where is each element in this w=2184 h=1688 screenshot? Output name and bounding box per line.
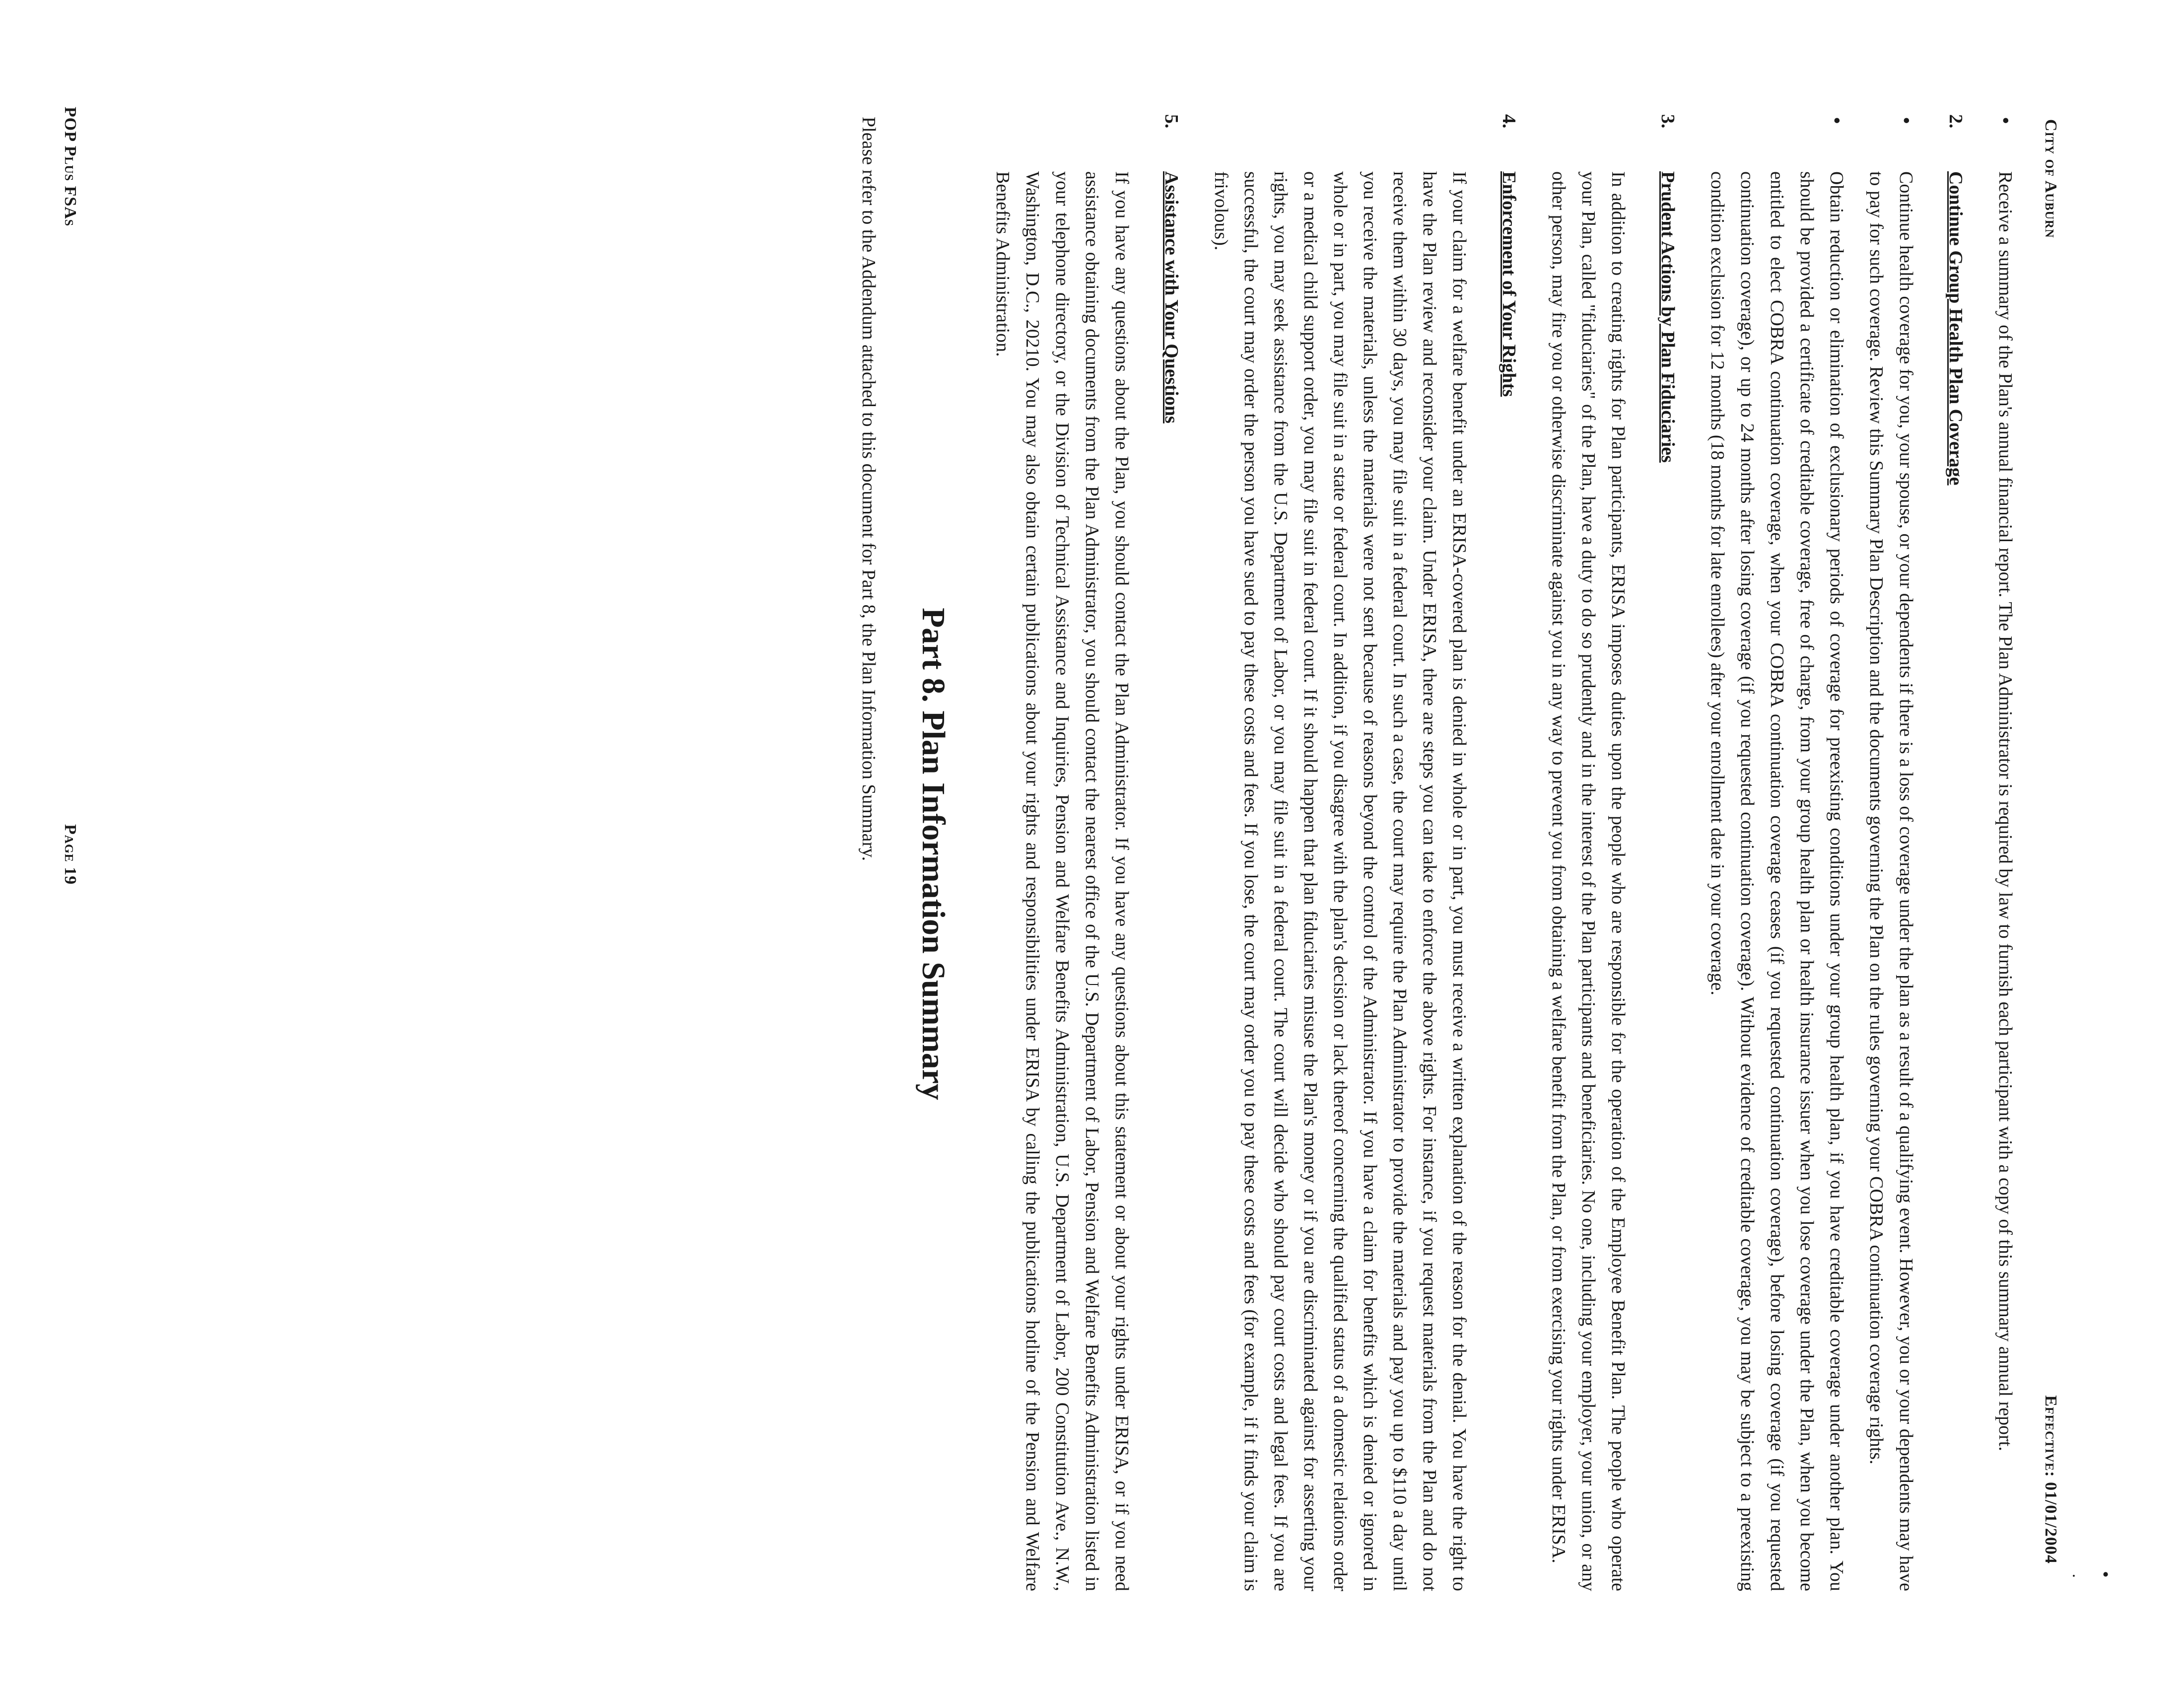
bullet-text: Receive a summary of the Plan's annual financial report. The Plan Administrator is required by law to furnish each participant with a copy of this summary annual report. (1995, 171, 2016, 1451)
footer-document-name: POP Plus FSAs (61, 107, 79, 227)
section-heading (1494, 114, 1524, 1591)
section-title: Enforcement of Your Rights (1499, 171, 1519, 397)
section-number: 2. (1945, 114, 1966, 129)
section-title: Prudent Actions by Plan Fiduciaries (1657, 171, 1678, 463)
scan-mark: • (2096, 1571, 2115, 1577)
section-heading (1941, 114, 1971, 1591)
section-number: 3. (1657, 114, 1678, 129)
section-heading (1157, 114, 1186, 1591)
header-organization: City of Auburn (2042, 119, 2060, 238)
document-body (854, 114, 2020, 1591)
section-heading (1653, 114, 1683, 1591)
bullet-item (1990, 117, 2020, 1591)
bullet-item (1861, 117, 1921, 1591)
bullet-text: Continue health coverage for you, your spouse, or your dependents if there is a loss of coverage under the plan as a result of a qualifying event. However, you or your dependents may have to pay for such coverage. Review this Summary Plan Description and the documents governing the Plan on the rules governing your COBRA continuation coverage rights. (1866, 171, 1916, 1591)
bullet-item (1703, 117, 1851, 1591)
section-title: Continue Group Health Plan Coverage (1945, 171, 1966, 486)
section-title: Assistance with Your Questions (1161, 171, 1182, 423)
bullet-icon: • (1894, 117, 1918, 125)
section-number: 4. (1499, 114, 1519, 129)
scan-mark-small: · (2067, 1574, 2080, 1578)
part-title: Part 8. Plan Information Summary (915, 608, 952, 1100)
bullet-text: Obtain reduction or elimination of exclusionary periods of coverage for preexisting conditions under your group health plan, if you have creditable coverage under another plan. You should be provided a certificate of creditable coverage, free of charge, from your group health plan or health insurance issuer when you lose coverage under the Plan, when you become entitled to elect COBRA continuation coverage, when your COBRA continuation coverage ceases (if you requested continuation coverage), before losing coverage (if you requested continuation coverage), or up to 24 months after losing coverage (if you requested continuation coverage). Without evidence of creditable coverage, you may be subject to a preexisting condition exclusion for 12 months (18 months for late enrollees) after your enrollment date in your coverage. (1707, 171, 1847, 1591)
section-paragraph: If your claim for a welfare benefit under an ERISA-covered plan is denied in whole or in part, you must receive a written explanation of the reason for the denial. You have the right to have the Plan review and reconsider your claim. Under ERISA, there are steps you can take to enforce the above rights. For instance, if you request materials from the Plan and do not receive them within 30 days, you may file suit in a federal court. In such a case, the court may require the Plan Administrator to provide the materials and pay you up to $110 a day until you receive the materials, unless the materials were not sent because of reasons beyond the control of the Administrator. If you have a claim for benefits which is denied or ignored in whole or in part, you may file suit in a state or federal court. In addition, if you disagree with the plan's decision or lack thereof concerning the qualified status of a domestic relations order or a medical child support order, you may file suit in federal court. If it should happen that plan fiduciaries misuse the Plan's money or if you are discriminated against for asserting your rights, you may seek assistance from the U.S. Department of Labor, or you may file suit in a federal court. The court will decide who should pay court costs and legal fees. If you are successful, the court may order the person you have sued to pay these costs and fees. If you lose, the court may order you to pay these costs and fees (for example, if it finds your claim is frivolous). (1211, 171, 1470, 1591)
section-paragraph: If you have any questions about the Plan, you should contact the Plan Administrator. If you have any questions about this statement or about your rights under ERISA, or if you need assistance obtaining documents from the Plan Administrator, you should contact the nearest office of the U.S. Department of Labor, Pension and Welfare Benefits Administration listed in your telephone directory, or the Division of Technical Assistance and Inquiries, Pension and Welfare Benefits Administration, U.S. Department of Labor, 200 Constitution Ave., N.W., Washington, D.C., 20210. You may also obtain certain publications about your rights and responsibilities under ERISA by calling the publications hotline of the Pension and Welfare Benefits Administration. (992, 171, 1132, 1591)
header-effective-date: Effective: 01/01/2004 (2042, 1395, 2060, 1564)
closing-paragraph: Please refer to the Addendum attached to this document for Part 8, the Plan Information Summary. (858, 117, 879, 861)
section-number: 5. (1161, 114, 1182, 129)
bullet-icon: • (1825, 117, 1849, 125)
footer-page-number: Page 19 (61, 824, 79, 885)
section-paragraph: In addition to creating rights for Plan participants, ERISA imposes duties upon the people who are responsible for the operation of the Employee Benefit Plan. The people who operate your Plan, called "fiduciaries" of the Plan, have a duty to do so prudently and in the interest of the Plan participants and beneficiaries. No one, including your employer, your union, or any other person, may fire you or otherwise discriminate against you in any way to prevent you from obtaining a welfare benefit from the Plan, or from exercising your rights under ERISA. (1548, 171, 1629, 1591)
bullet-icon: • (1993, 117, 2018, 125)
